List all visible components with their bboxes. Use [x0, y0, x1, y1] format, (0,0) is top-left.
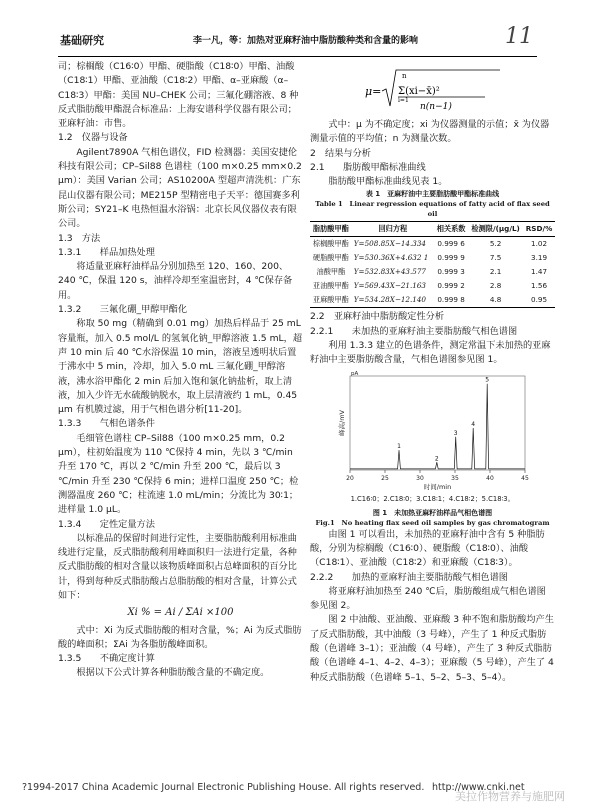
table-cell: 7.5: [489, 253, 502, 263]
table-cell: 1.02: [531, 239, 548, 249]
page-header: [0, 0, 595, 56]
section-heading: 1.3.4 定性定量方法: [58, 518, 155, 530]
peak-legend: 1.C16∶0；2.C18∶0；3.C18∶1；4.C18∶2；5.C18∶3。: [350, 494, 515, 503]
peak-label: 2: [434, 454, 439, 462]
results-discussion: [310, 528, 555, 685]
table-row: [310, 293, 555, 308]
table1-header-cell: RSD/%: [525, 224, 553, 234]
table-cell: 0.999 6: [437, 239, 465, 249]
section-heading: 2.2 亚麻籽油中脂肪酸定性分析: [310, 311, 445, 323]
x-tick-label: 20: [346, 474, 354, 482]
paragraph: 图 2 中油酸、亚油酸、亚麻酸 3 种不饱和脂肪酸均产生了反式脂肪酸，其中油酸（3 号峰），产生了 1 种反式脂肪酸（色谱峰 3–1）；亚油酸（4 号峰），产生了 3 种反式脂肪酸（色谱峰 4–1、4–2、4–3）；亚麻酸（5 号峰），产生了 4 种反式脂肪酸（色谱峰 5–1、5–2、5–3、5–4）。: [310, 614, 554, 683]
peak-label: 5: [485, 376, 490, 384]
table1-header-cell: 检测限/(μg/L): [471, 224, 520, 234]
qualitative-analysis: [310, 310, 555, 367]
paragraph: 将亚麻籽油加热至 240 ℃后，脂肪酸组成气相色谱图参见图 2。: [310, 585, 546, 612]
x-tick-label: 35: [451, 474, 459, 482]
table-cell: 油酸甲酯: [316, 267, 346, 277]
x-tick-label: 40: [486, 474, 494, 482]
paragraph: 将适量亚麻籽油样品分别加热至 120、160、200、240 ℃，保温 120 s，油样冷却至室温密封，4 ℃保存备用。: [58, 261, 293, 301]
paragraph: 式中：Xi 为反式脂肪酸的相对含量，%；Ai 为反式脂肪酸的峰面积；ΣAi 为各脂肪酸峰面积。: [58, 624, 302, 650]
paragraph: 称取 50 mg（精确到 0.01 mg）加热后样品于 25 mL 容量瓶，加入 0.5 mol/L 的氢氧化钠_甲醇溶液 1.5 mL，超声 10 min 后 40 ℃水浴保温 10 min，溶液呈透明状后置于沸水中 5 min，冷却，加入 5.0 mL 三氟化硼_甲醇溶液，沸水浴甲酯化 2 min 后加入饱和氯化钠盐析，取上清液，加入少许无水硫酸钠脱水，取上层清液约 1 mL，0.45 μm 有机膜过滤，用于气相色谱分析[11-20]。: [58, 318, 303, 416]
results-intro: [310, 118, 555, 189]
table1: [310, 221, 555, 308]
table-row: [310, 279, 555, 293]
uncertainty-formula-graphic: [310, 66, 555, 112]
table-cell: 1.47: [531, 267, 548, 277]
paragraph: 脂肪酸甲酯标准曲线见表 1。: [328, 176, 448, 188]
x-tick-label: 30: [416, 474, 424, 482]
paragraph: 式中：μ 为不确定度；xi 为仪器测量的示值；x̄ 为仪器测量示值的平均值；n 为测量次数。: [310, 119, 550, 145]
section-heading: 2.2.1 未加热的亚麻籽油主要脂肪酸气相色谱图: [310, 325, 518, 337]
table-cell: 亚麻酸甲酯: [312, 295, 349, 305]
formula-numerator: Σ(xi−x̄)²: [398, 86, 440, 97]
chromatogram-svg: [310, 370, 555, 492]
watermark-logo: 美拉作物营养与施肥网: [455, 790, 565, 803]
table-cell: 棕榈酸甲酯: [312, 239, 349, 249]
website-link[interactable]: http://www.cnki.net: [432, 782, 525, 793]
paragraph: 司；棕榈酸（C16∶0）甲酯、硬脂酸（C18∶0）甲酯、油酸（C18∶1）甲酯、亚油酸（C18∶2）甲酯、α–亚麻酸（α–C18∶3）甲酯：美国 NU–CHEK 公司；三氟化硼溶液、8 种反式脂肪酸甲酯混合标准品：上海安谱科学仪器有限公司；亚麻籽油：市售。: [58, 61, 299, 130]
table-cell: 0.999 3: [437, 267, 465, 277]
peak-label: 1: [397, 442, 401, 450]
formula-denominator: n(n−1): [420, 102, 452, 112]
section-heading: 2.1 脂肪酸甲酯标准曲线: [310, 161, 426, 173]
section-heading: 1.3.5 不确定度计算: [58, 653, 155, 665]
x-tick-label: 25: [381, 474, 389, 482]
table-cell: 硬脂酸甲酯: [312, 253, 349, 263]
table-cell: 1.56: [531, 281, 548, 291]
x-axis-label: 时间/min: [423, 482, 452, 491]
figure1-chromatogram: [310, 370, 555, 492]
paragraph: 利用 1.3.3 建立的色谱条件，测定常温下未加热的亚麻籽油中主要脂肪酸含量，气相色谱图参见图 1。: [310, 340, 551, 366]
formula: Xi % = Ai / ΣAi ×100: [127, 607, 234, 619]
sum-upper: n: [402, 72, 407, 80]
section-heading: 1.3.2 三氟化硼_甲醇甲酯化: [58, 304, 188, 316]
section-heading: 1.3.3 气相色谱条件: [58, 418, 155, 430]
y-axis-label: 峰高/mV: [338, 409, 346, 436]
table-row: [310, 237, 555, 252]
table-cell: 2.1: [489, 267, 502, 277]
x-tick-label: 45: [521, 474, 529, 482]
table1-header-cell: 相关系数: [436, 224, 466, 234]
right-column: [310, 60, 555, 685]
uncertainty-formula: [310, 66, 555, 112]
header-rule: [58, 56, 537, 57]
section-heading: 1.3.1 样品加热处理: [58, 246, 155, 258]
table-cell: 4.8: [489, 295, 502, 305]
sum-lower: i=1: [398, 97, 409, 104]
figure1-caption-cn: 图 1 未加热亚麻籽油样品气相色谱图: [372, 508, 493, 517]
table-cell: 0.95: [531, 295, 548, 305]
table-cell: 0.999 8: [437, 295, 465, 305]
section-heading: 2 结果与分析: [310, 147, 371, 159]
copyright-notice: ?1994-2017 China Academic Journal Electronic Publishing House. All rights reserved.: [22, 782, 425, 793]
table-cell: 0.999 9: [437, 253, 465, 263]
table1-caption-en: Table 1 Linear regression equations of fatty acid of flax seed oil: [315, 200, 550, 219]
table-cell: Y=532.83X+43.577: [353, 267, 427, 277]
formula-lhs: μ=: [365, 85, 382, 98]
paragraph: Agilent7890A 气相色谱仪，FID 检测器：美国安捷伦科技有限公司；CP–Sil88 色谱柱（100 m×0.25 mm×0.2 μm）：美国 Varian 公司；AS10200A 型超声清洗机：广东昆山仪器有限公司；ME215P 型精密电子天平：德国赛多利斯公司；SY21–K 电热恒温水浴锅：北京长风仪器仪表有限公司。: [58, 146, 302, 230]
peak-label: 3: [453, 429, 458, 437]
table-cell: 2.8: [489, 281, 502, 291]
figure1-caption-en: Fig.1 No heating flax seed oil samples by gas chromatogram: [315, 518, 550, 527]
running-title: 李一凡，等：加热对亚麻籽油中脂肪酸种类和含量的影响: [193, 36, 419, 46]
table-cell: 亚油酸甲酯: [312, 281, 349, 291]
paragraph: 以标准品的保留时间进行定性，主要脂肪酸利用标准曲线进行定量，反式脂肪酸利用峰面积归一法进行定量，各种反式脂肪酸的相对含量以该物质峰面积占总峰面积的百分比计，得到每种反式脂肪酸占总脂肪酸的相对含量，计算公式如下：: [58, 532, 297, 601]
paragraph: 根据以下公式计算各种脂肪酸含量的不确定度。: [76, 667, 270, 679]
peak-label: 4: [471, 420, 476, 428]
table1-caption-cn: 表 1 亚麻籽油中主要脂肪酸甲酯标准曲线: [365, 190, 500, 199]
table-row: [310, 265, 555, 279]
paragraph: 由图 1 可以看出，未加热的亚麻籽油中含有 5 种脂肪酸，分别为棕榈酸（C16∶0）、硬脂酸（C18∶0）、油酸（C18∶1）、亚油酸（C18∶2）和亚麻酸（C18∶3）。: [310, 528, 545, 569]
section-heading: 1.3 方法: [58, 232, 101, 244]
table-cell: Y=534.28X−12.140: [353, 295, 427, 305]
table-cell: 3.19: [531, 253, 548, 263]
page-number: 11: [505, 24, 533, 49]
journal-section: 基础研究: [60, 34, 104, 47]
table-cell: Y=569.43X−21.163: [353, 281, 427, 291]
y-unit-label: pA: [351, 370, 359, 377]
table1-header-cell: 脂肪酸甲酯: [312, 224, 349, 234]
table1-body: [310, 237, 555, 308]
section-heading: 1.2 仪器与设备: [58, 132, 128, 144]
table-row: [310, 251, 555, 265]
table-cell: 0.999 2: [437, 281, 465, 291]
table-cell: 5.2: [489, 239, 502, 249]
table1-header-row: [310, 222, 555, 237]
left-column: [58, 60, 303, 681]
table-cell: Y=530.36X+4.632 1: [353, 253, 429, 263]
table-cell: Y=508.85X−14.334: [353, 239, 427, 249]
table1-header-cell: 回归方程: [378, 224, 408, 234]
section-heading: 2.2.2 加热的亚麻籽油主要脂肪酸气相色谱图: [310, 571, 508, 583]
paragraph: 毛细管色谱柱 CP–Sil88（100 m×0.25 mm，0.2 μm），柱初始温度为 110 ℃保持 4 min，先以 3 ℃/min 升至 170 ℃，再以 2 ℃/min 升至 200 ℃，最后以 3 ℃/min 升至 230 ℃保持 6 min；进样口温度 250 ℃；检测器温度 260 ℃；柱流速 1.0 mL/min；分流比为 30∶1；进样量 1.0 μL。: [58, 432, 299, 516]
